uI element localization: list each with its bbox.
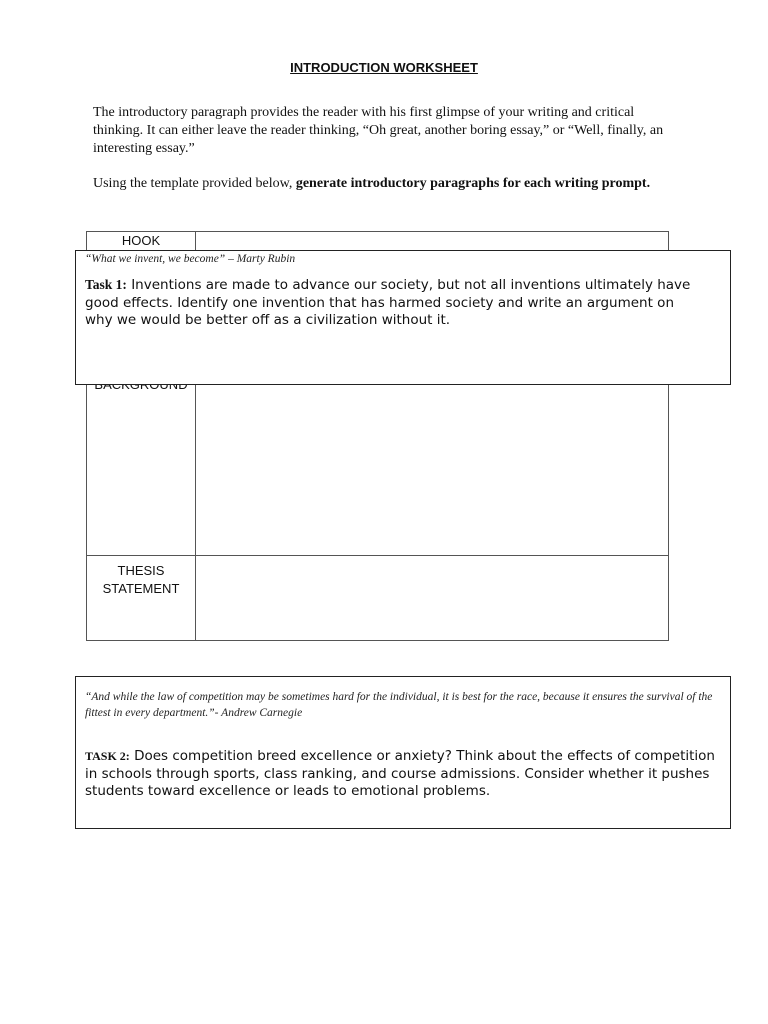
task-2-quote: “And while the law of competition may be sometimes hard for the individual, it is best for the race, because it ensures the survival of the fittest in every department.”- Andrew Carnegie: [85, 691, 713, 719]
instruction-bold-text: generate introductory paragraphs for each writing prompt.: [295, 176, 651, 191]
task-1-text: Inventions are made to advance our society, but not all inventions ultimately have good effects. Identify one invention that has harmed society and write an argument on why we would be better off as a civilization without it.: [85, 277, 691, 328]
thesis-label: THESIS STATEMENT: [102, 563, 180, 596]
task-1-box: [75, 250, 731, 385]
task-2-box: [75, 676, 731, 829]
worksheet-title: INTRODUCTION WORKSHEET: [290, 60, 478, 75]
thesis-label-cell: [87, 556, 196, 641]
task-2-text: Does competition breed excellence or anxiety? Think about the effects of competition in schools through sports, class ranking, and course admissions. Consider whether it pushes students toward excellence or leads to emotional problems.: [85, 748, 715, 799]
task-2-label: TASK 2:: [85, 749, 130, 763]
instruction-paragraph: [93, 175, 683, 193]
hook-label: HOOK: [87, 232, 196, 254]
task-1-quote: “What we invent, we become” – Marty Rubin: [85, 253, 296, 265]
instruction-text: Using the template provided below,: [93, 176, 296, 191]
thesis-cell[interactable]: [196, 556, 669, 641]
task-2-prompt: [85, 748, 725, 801]
intro-paragraph: The introductory paragraph provides the reader with his first glimpse of your writing and critical thinking. It can either leave the reader thinking, “Oh great, another boring essay,” or “Well, finally, an interesting essay.”: [93, 105, 664, 156]
thesis-row: [87, 556, 669, 641]
task-1-label: Task 1:: [85, 277, 127, 292]
task-1-prompt: [85, 276, 705, 330]
